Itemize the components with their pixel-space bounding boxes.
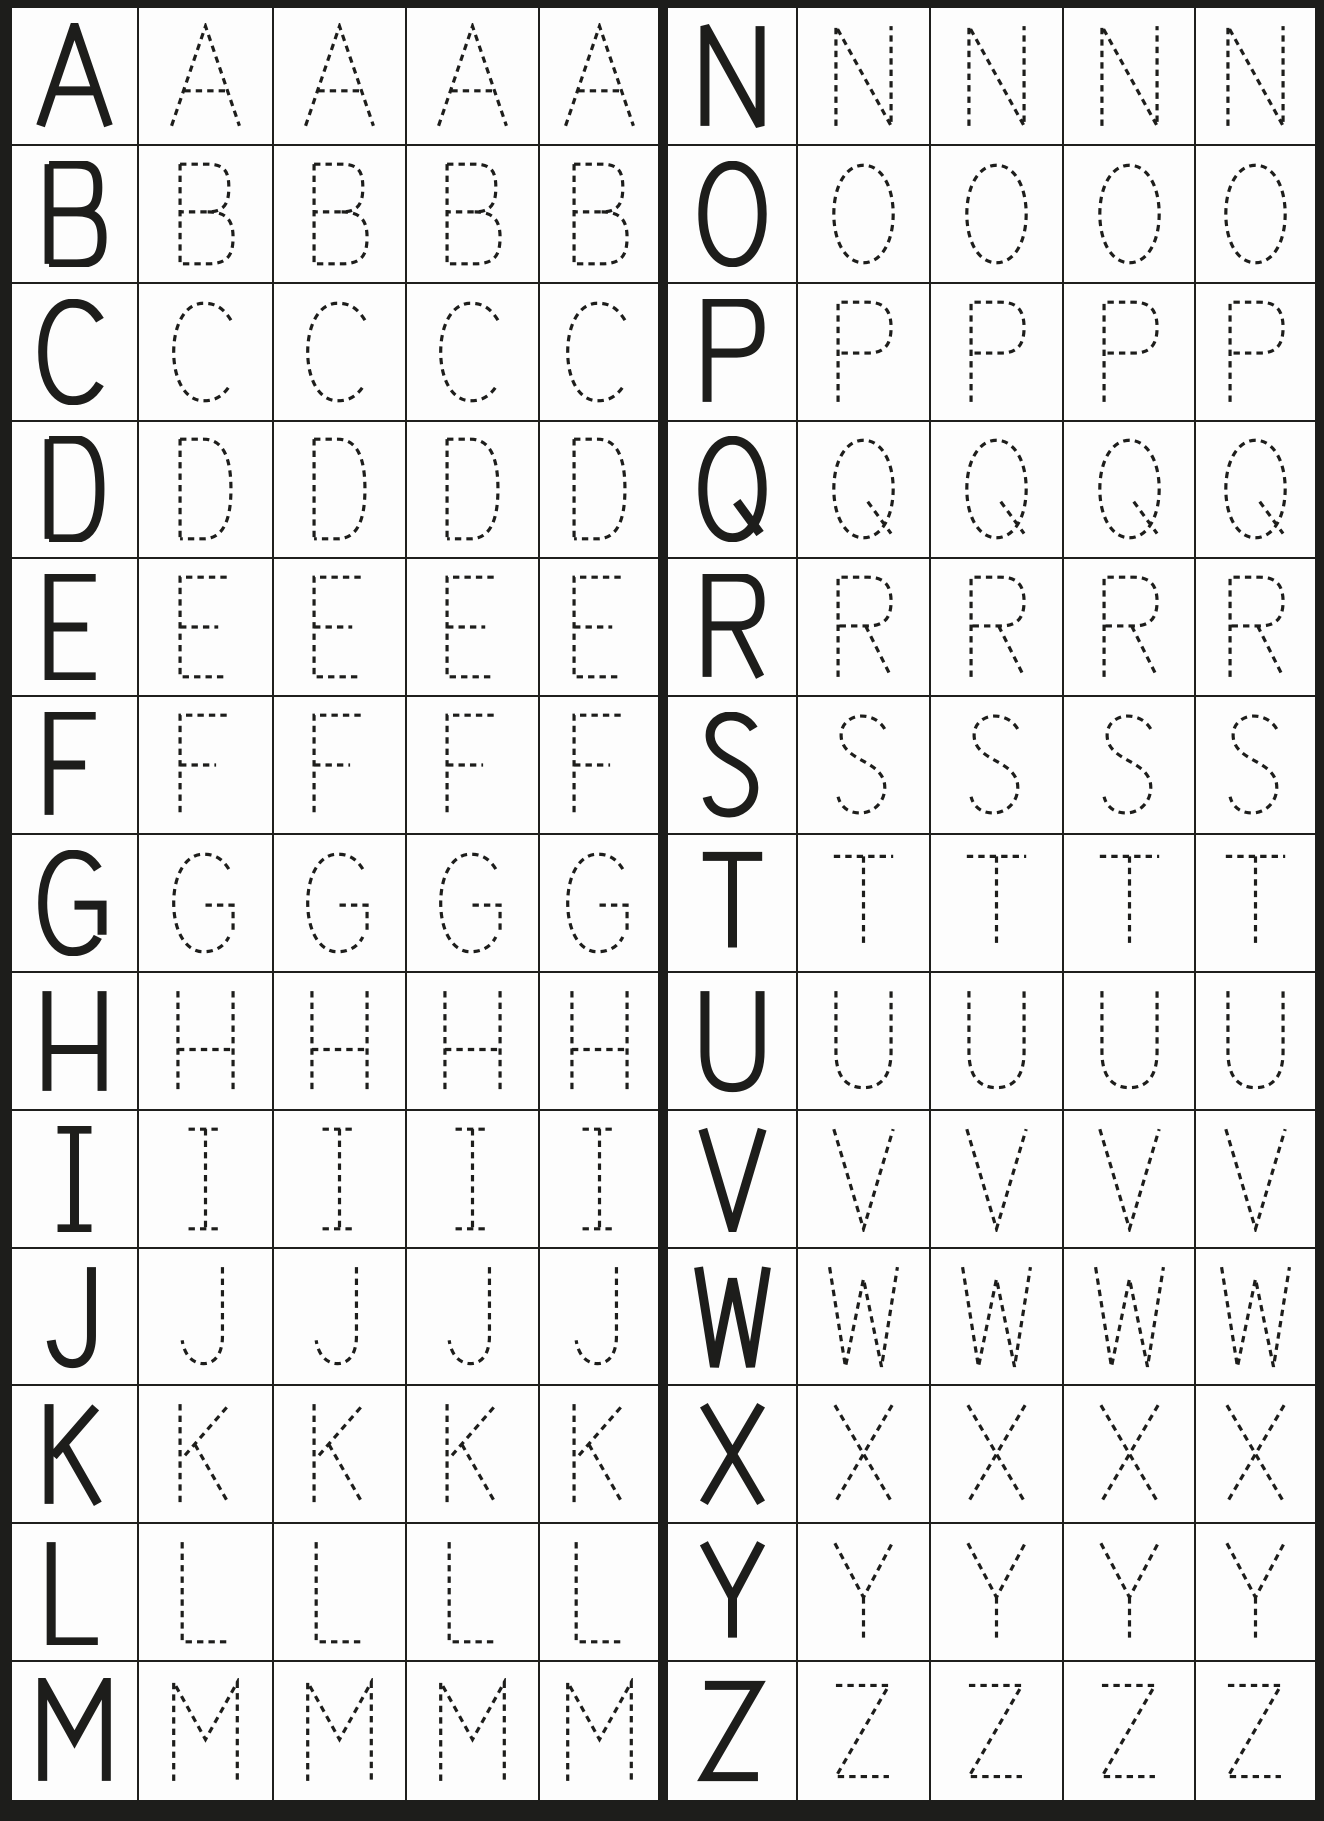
trace-letter-cell-O (1196, 146, 1315, 284)
dashed-letter-glyph-C (297, 299, 382, 405)
dashed-letter-glyph-N (821, 23, 906, 129)
solid-letter-cell-F (12, 697, 139, 835)
dashed-letter-glyph-P (821, 299, 906, 405)
trace-letter-cell-X (931, 1386, 1064, 1524)
solid-letter-glyph-T (690, 850, 775, 956)
trace-letter-cell-M (407, 1662, 540, 1800)
trace-letter-cell-W (931, 1249, 1064, 1387)
solid-letter-glyph-U (690, 988, 775, 1094)
dashed-letter-glyph-F (430, 712, 515, 818)
dashed-letter-glyph-L (163, 1539, 248, 1645)
dashed-letter-glyph-X (1087, 1401, 1172, 1507)
trace-letter-cell-T (1196, 835, 1315, 973)
trace-letter-cell-W (1196, 1249, 1315, 1387)
trace-letter-cell-E (139, 559, 274, 697)
trace-letter-cell-L (139, 1524, 274, 1662)
solid-letter-cell-L (12, 1524, 139, 1662)
trace-letter-cell-U (931, 973, 1064, 1111)
dashed-letter-glyph-O (821, 161, 906, 267)
dashed-letter-glyph-S (1213, 712, 1298, 818)
dashed-letter-glyph-D (557, 436, 642, 542)
solid-letter-cell-U (668, 973, 798, 1111)
trace-letter-cell-V (798, 1111, 931, 1249)
trace-letter-cell-O (798, 146, 931, 284)
dashed-letter-glyph-U (1087, 988, 1172, 1094)
dashed-letter-glyph-U (1213, 988, 1298, 1094)
trace-letter-cell-T (798, 835, 931, 973)
trace-letter-cell-U (1196, 973, 1315, 1111)
trace-letter-cell-V (1196, 1111, 1315, 1249)
solid-letter-glyph-V (690, 1126, 775, 1232)
trace-letter-cell-E (540, 559, 658, 697)
trace-letter-cell-Q (798, 422, 931, 560)
dashed-letter-glyph-K (557, 1401, 642, 1507)
trace-letter-cell-X (798, 1386, 931, 1524)
solid-letter-glyph-Z (690, 1678, 775, 1784)
dashed-letter-glyph-Q (1087, 436, 1172, 542)
dashed-letter-glyph-Y (954, 1539, 1039, 1645)
dashed-letter-glyph-O (1213, 161, 1298, 267)
trace-letter-cell-R (1064, 559, 1196, 697)
dashed-letter-glyph-V (1087, 1126, 1172, 1232)
dashed-letter-glyph-P (954, 299, 1039, 405)
solid-letter-cell-A (12, 8, 139, 146)
dashed-letter-glyph-P (1213, 299, 1298, 405)
dashed-letter-glyph-A (557, 23, 642, 129)
trace-letter-cell-V (1064, 1111, 1196, 1249)
dashed-letter-glyph-Q (821, 436, 906, 542)
trace-letter-cell-K (274, 1386, 407, 1524)
dashed-letter-glyph-T (821, 850, 906, 956)
dashed-letter-glyph-F (557, 712, 642, 818)
dashed-letter-glyph-S (1087, 712, 1172, 818)
trace-letter-cell-S (1064, 697, 1196, 835)
solid-letter-glyph-C (32, 299, 117, 405)
trace-letter-cell-B (540, 146, 658, 284)
solid-letter-cell-E (12, 559, 139, 697)
trace-letter-cell-Y (931, 1524, 1064, 1662)
dashed-letter-glyph-Z (1213, 1678, 1298, 1784)
dashed-letter-glyph-Q (954, 436, 1039, 542)
solid-letter-glyph-F (32, 712, 117, 818)
solid-letter-glyph-E (32, 574, 117, 680)
trace-letter-cell-Y (798, 1524, 931, 1662)
trace-letter-cell-Y (1064, 1524, 1196, 1662)
trace-letter-cell-Y (1196, 1524, 1315, 1662)
trace-letter-cell-G (139, 835, 274, 973)
dashed-letter-glyph-G (430, 850, 515, 956)
solid-letter-cell-Z (668, 1662, 798, 1800)
worksheet-content (12, 8, 1315, 1800)
trace-letter-cell-H (407, 973, 540, 1111)
dashed-letter-glyph-D (297, 436, 382, 542)
dashed-letter-glyph-J (557, 1264, 642, 1370)
dashed-letter-glyph-O (1087, 161, 1172, 267)
trace-letter-cell-S (1196, 697, 1315, 835)
trace-letter-cell-F (540, 697, 658, 835)
trace-letter-cell-U (798, 973, 931, 1111)
solid-letter-cell-T (668, 835, 798, 973)
trace-letter-cell-K (139, 1386, 274, 1524)
dashed-letter-glyph-V (954, 1126, 1039, 1232)
trace-letter-cell-S (931, 697, 1064, 835)
dashed-letter-glyph-M (557, 1678, 642, 1784)
dashed-letter-glyph-S (954, 712, 1039, 818)
dashed-letter-glyph-B (430, 161, 515, 267)
trace-letter-cell-I (139, 1111, 274, 1249)
trace-letter-cell-C (540, 284, 658, 422)
trace-letter-cell-D (274, 422, 407, 560)
trace-letter-cell-A (407, 8, 540, 146)
dashed-letter-glyph-R (1213, 574, 1298, 680)
trace-letter-cell-E (274, 559, 407, 697)
trace-letter-cell-S (798, 697, 931, 835)
dashed-letter-glyph-V (821, 1126, 906, 1232)
dashed-letter-glyph-R (954, 574, 1039, 680)
dashed-letter-glyph-A (297, 23, 382, 129)
dashed-letter-glyph-U (821, 988, 906, 1094)
solid-letter-glyph-Q (690, 436, 775, 542)
solid-letter-cell-M (12, 1662, 139, 1800)
trace-letter-cell-D (407, 422, 540, 560)
trace-letter-cell-C (274, 284, 407, 422)
dashed-letter-glyph-E (297, 574, 382, 680)
dashed-letter-glyph-B (297, 161, 382, 267)
dashed-letter-glyph-Y (821, 1539, 906, 1645)
dashed-letter-glyph-M (297, 1678, 382, 1784)
trace-letter-cell-A (139, 8, 274, 146)
dashed-letter-glyph-X (1213, 1401, 1298, 1507)
dashed-letter-glyph-Z (954, 1678, 1039, 1784)
trace-letter-cell-X (1196, 1386, 1315, 1524)
solid-letter-glyph-D (32, 436, 117, 542)
solid-letter-glyph-P (690, 299, 775, 405)
dashed-letter-glyph-X (954, 1401, 1039, 1507)
dashed-letter-glyph-W (954, 1264, 1039, 1370)
dashed-letter-glyph-R (821, 574, 906, 680)
dashed-letter-glyph-R (1087, 574, 1172, 680)
dashed-letter-glyph-F (297, 712, 382, 818)
trace-letter-cell-Z (1064, 1662, 1196, 1800)
trace-letter-cell-R (798, 559, 931, 697)
trace-letter-cell-L (274, 1524, 407, 1662)
trace-letter-cell-F (274, 697, 407, 835)
dashed-letter-glyph-N (1087, 23, 1172, 129)
dashed-letter-glyph-I (430, 1126, 515, 1232)
dashed-letter-glyph-N (1213, 23, 1298, 129)
dashed-letter-glyph-M (163, 1678, 248, 1784)
solid-letter-glyph-O (690, 161, 775, 267)
solid-letter-cell-S (668, 697, 798, 835)
dashed-letter-glyph-O (954, 161, 1039, 267)
dashed-letter-glyph-J (297, 1264, 382, 1370)
dashed-letter-glyph-Q (1213, 436, 1298, 542)
trace-letter-cell-Z (931, 1662, 1064, 1800)
trace-letter-cell-D (139, 422, 274, 560)
solid-letter-cell-C (12, 284, 139, 422)
trace-letter-cell-P (1196, 284, 1315, 422)
trace-letter-cell-P (1064, 284, 1196, 422)
solid-letter-cell-G (12, 835, 139, 973)
trace-letter-cell-A (274, 8, 407, 146)
dashed-letter-glyph-K (297, 1401, 382, 1507)
trace-letter-cell-N (1064, 8, 1196, 146)
trace-letter-cell-X (1064, 1386, 1196, 1524)
dashed-letter-glyph-L (557, 1539, 642, 1645)
dashed-letter-glyph-A (163, 23, 248, 129)
trace-letter-cell-B (139, 146, 274, 284)
solid-letter-glyph-H (32, 988, 117, 1094)
dashed-letter-glyph-D (163, 436, 248, 542)
dashed-letter-glyph-W (1213, 1264, 1298, 1370)
solid-letter-cell-B (12, 146, 139, 284)
dashed-letter-glyph-I (297, 1126, 382, 1232)
dashed-letter-glyph-I (557, 1126, 642, 1232)
dashed-letter-glyph-W (1087, 1264, 1172, 1370)
dashed-letter-glyph-P (1087, 299, 1172, 405)
trace-letter-cell-I (407, 1111, 540, 1249)
trace-letter-cell-T (1064, 835, 1196, 973)
trace-letter-cell-J (407, 1249, 540, 1387)
dashed-letter-glyph-D (430, 436, 515, 542)
trace-letter-cell-T (931, 835, 1064, 973)
dashed-letter-glyph-C (430, 299, 515, 405)
trace-letter-cell-H (139, 973, 274, 1111)
trace-letter-cell-O (931, 146, 1064, 284)
dashed-letter-glyph-I (163, 1126, 248, 1232)
dashed-letter-glyph-C (163, 299, 248, 405)
dashed-letter-glyph-V (1213, 1126, 1298, 1232)
trace-letter-cell-M (274, 1662, 407, 1800)
trace-letter-cell-W (1064, 1249, 1196, 1387)
trace-letter-cell-B (407, 146, 540, 284)
dashed-letter-glyph-Z (1087, 1678, 1172, 1784)
solid-letter-glyph-M (32, 1678, 117, 1784)
solid-letter-cell-W (668, 1249, 798, 1387)
dashed-letter-glyph-G (297, 850, 382, 956)
trace-letter-cell-R (931, 559, 1064, 697)
solid-letter-cell-K (12, 1386, 139, 1524)
solid-letter-cell-R (668, 559, 798, 697)
trace-letter-cell-Q (1196, 422, 1315, 560)
trace-letter-cell-M (540, 1662, 658, 1800)
dashed-letter-glyph-H (163, 988, 248, 1094)
solid-letter-cell-X (668, 1386, 798, 1524)
solid-letter-glyph-L (32, 1539, 117, 1645)
trace-letter-cell-V (931, 1111, 1064, 1249)
center-divider (658, 8, 668, 1800)
trace-letter-cell-B (274, 146, 407, 284)
trace-letter-cell-Z (798, 1662, 931, 1800)
solid-letter-glyph-X (690, 1401, 775, 1507)
solid-letter-glyph-K (32, 1401, 117, 1507)
dashed-letter-glyph-E (163, 574, 248, 680)
trace-letter-cell-R (1196, 559, 1315, 697)
dashed-letter-glyph-T (1213, 850, 1298, 956)
trace-letter-cell-L (407, 1524, 540, 1662)
trace-letter-cell-P (931, 284, 1064, 422)
trace-letter-cell-H (540, 973, 658, 1111)
dashed-letter-glyph-J (430, 1264, 515, 1370)
dashed-letter-glyph-Z (821, 1678, 906, 1784)
trace-letter-cell-Q (931, 422, 1064, 560)
trace-letter-cell-G (407, 835, 540, 973)
trace-letter-cell-Q (1064, 422, 1196, 560)
solid-letter-glyph-Y (690, 1539, 775, 1645)
dashed-letter-glyph-G (163, 850, 248, 956)
trace-letter-cell-L (540, 1524, 658, 1662)
trace-letter-cell-E (407, 559, 540, 697)
trace-letter-cell-G (274, 835, 407, 973)
solid-letter-glyph-B (32, 161, 117, 267)
dashed-letter-glyph-N (954, 23, 1039, 129)
worksheet-left-half (12, 8, 658, 1800)
trace-letter-cell-J (540, 1249, 658, 1387)
dashed-letter-glyph-C (557, 299, 642, 405)
solid-letter-cell-N (668, 8, 798, 146)
trace-letter-cell-N (931, 8, 1064, 146)
trace-letter-cell-W (798, 1249, 931, 1387)
dashed-letter-glyph-U (954, 988, 1039, 1094)
trace-letter-cell-G (540, 835, 658, 973)
trace-letter-cell-J (274, 1249, 407, 1387)
trace-letter-cell-D (540, 422, 658, 560)
solid-letter-glyph-N (690, 23, 775, 129)
trace-letter-cell-F (407, 697, 540, 835)
dashed-letter-glyph-J (163, 1264, 248, 1370)
trace-letter-cell-N (1196, 8, 1315, 146)
dashed-letter-glyph-T (1087, 850, 1172, 956)
worksheet-right-half (668, 8, 1315, 1800)
trace-letter-cell-M (139, 1662, 274, 1800)
dashed-letter-glyph-Y (1087, 1539, 1172, 1645)
dashed-letter-glyph-Y (1213, 1539, 1298, 1645)
solid-letter-cell-V (668, 1111, 798, 1249)
trace-letter-cell-K (540, 1386, 658, 1524)
trace-letter-cell-O (1064, 146, 1196, 284)
dashed-letter-glyph-L (297, 1539, 382, 1645)
solid-letter-cell-D (12, 422, 139, 560)
solid-letter-glyph-I (32, 1126, 117, 1232)
dashed-letter-glyph-H (430, 988, 515, 1094)
trace-letter-cell-F (139, 697, 274, 835)
dashed-letter-glyph-B (163, 161, 248, 267)
trace-letter-cell-Z (1196, 1662, 1315, 1800)
trace-letter-cell-I (274, 1111, 407, 1249)
solid-letter-glyph-G (32, 850, 117, 956)
dashed-letter-glyph-G (557, 850, 642, 956)
dashed-letter-glyph-E (430, 574, 515, 680)
dashed-letter-glyph-M (430, 1678, 515, 1784)
dashed-letter-glyph-S (821, 712, 906, 818)
solid-letter-cell-Y (668, 1524, 798, 1662)
trace-letter-cell-I (540, 1111, 658, 1249)
solid-letter-glyph-R (690, 574, 775, 680)
solid-letter-cell-Q (668, 422, 798, 560)
dashed-letter-glyph-A (430, 23, 515, 129)
dashed-letter-glyph-X (821, 1401, 906, 1507)
trace-letter-cell-C (407, 284, 540, 422)
dashed-letter-glyph-W (821, 1264, 906, 1370)
dashed-letter-glyph-F (163, 712, 248, 818)
solid-letter-glyph-J (32, 1264, 117, 1370)
dashed-letter-glyph-K (163, 1401, 248, 1507)
solid-letter-glyph-A (32, 23, 117, 129)
solid-letter-cell-J (12, 1249, 139, 1387)
dashed-letter-glyph-L (430, 1539, 515, 1645)
trace-letter-cell-H (274, 973, 407, 1111)
trace-letter-cell-N (798, 8, 931, 146)
solid-letter-cell-H (12, 973, 139, 1111)
solid-letter-glyph-W (690, 1264, 775, 1370)
dashed-letter-glyph-K (430, 1401, 515, 1507)
trace-letter-cell-C (139, 284, 274, 422)
dashed-letter-glyph-T (954, 850, 1039, 956)
trace-letter-cell-J (139, 1249, 274, 1387)
trace-letter-cell-K (407, 1386, 540, 1524)
trace-letter-cell-P (798, 284, 931, 422)
dashed-letter-glyph-E (557, 574, 642, 680)
solid-letter-cell-O (668, 146, 798, 284)
solid-letter-cell-I (12, 1111, 139, 1249)
solid-letter-glyph-S (690, 712, 775, 818)
solid-letter-cell-P (668, 284, 798, 422)
trace-letter-cell-A (540, 8, 658, 146)
dashed-letter-glyph-H (557, 988, 642, 1094)
dashed-letter-glyph-B (557, 161, 642, 267)
trace-letter-cell-U (1064, 973, 1196, 1111)
dashed-letter-glyph-H (297, 988, 382, 1094)
